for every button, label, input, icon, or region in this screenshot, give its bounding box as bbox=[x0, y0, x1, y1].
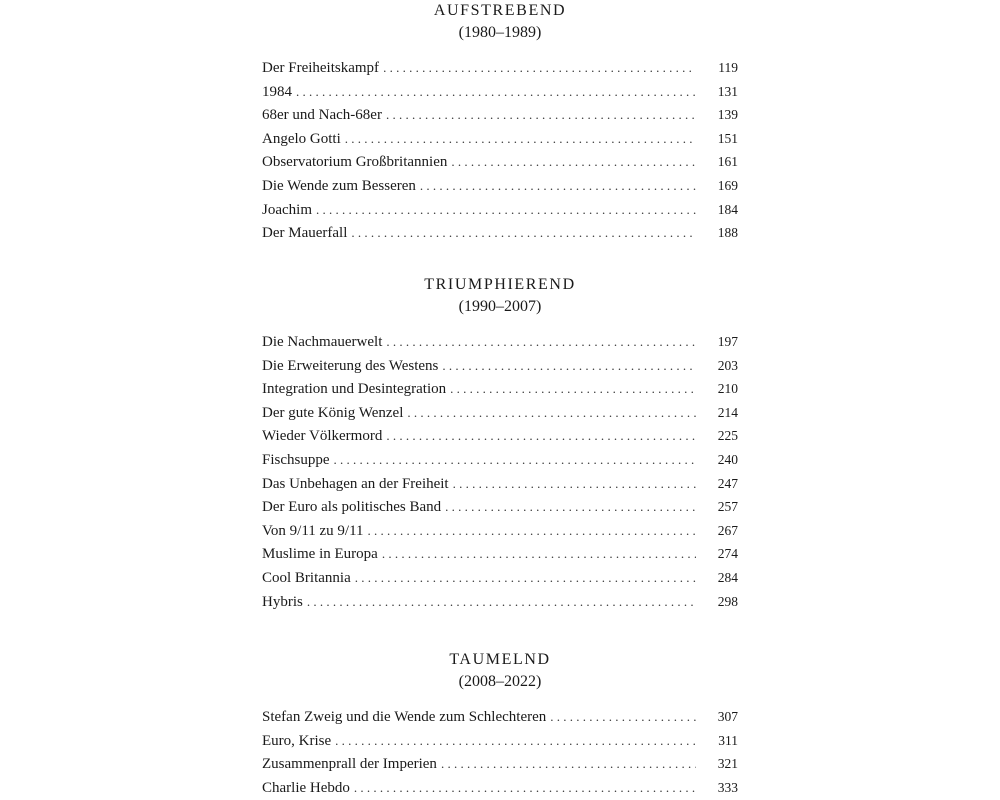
toc-entry[interactable] bbox=[262, 103, 738, 127]
toc-entry-title: Die Nachmauerwelt bbox=[262, 334, 383, 350]
dot-leader bbox=[420, 174, 696, 198]
section-title: AUFSTREBEND bbox=[433, 2, 567, 19]
toc-entry-title: Das Unbehagen an der Freiheit bbox=[262, 475, 449, 492]
toc-entry[interactable] bbox=[262, 56, 738, 80]
toc-entry[interactable] bbox=[262, 776, 738, 800]
dot-leader bbox=[334, 448, 697, 472]
toc-entry-title: 1984 bbox=[262, 83, 292, 100]
dot-leader bbox=[316, 198, 696, 222]
toc-entry[interactable] bbox=[262, 448, 738, 472]
toc-entry-page-number: 184 bbox=[717, 201, 738, 217]
dot-leader bbox=[354, 776, 696, 800]
section-years: (2008–2022) bbox=[458, 673, 542, 690]
toc-entry-page-number: 267 bbox=[717, 522, 738, 538]
dot-leader bbox=[345, 127, 696, 151]
toc-entry-title: Die Erweiterung des Westens bbox=[262, 357, 439, 374]
toc-entry-title: Integration und Desintegration bbox=[262, 381, 447, 398]
toc-entry-title: Euro, Krise bbox=[262, 732, 332, 749]
dot-leader bbox=[296, 80, 696, 104]
toc-entry[interactable] bbox=[262, 354, 738, 378]
toc-entry-page-number: 247 bbox=[717, 475, 738, 491]
toc-entry[interactable] bbox=[262, 377, 738, 401]
toc-entry-page-number: 225 bbox=[717, 428, 738, 444]
toc-entry-title: Joachim bbox=[262, 201, 312, 218]
section-years: (1980–1989) bbox=[458, 24, 542, 41]
dot-leader bbox=[386, 103, 696, 127]
dot-leader bbox=[453, 472, 696, 496]
toc-entry-title: Muslime in Europa bbox=[262, 546, 378, 563]
toc-entry-page-number: 197 bbox=[717, 334, 738, 349]
dot-leader bbox=[383, 56, 696, 80]
toc-entry[interactable] bbox=[262, 729, 738, 753]
dot-leader bbox=[407, 401, 696, 425]
toc-entry[interactable] bbox=[262, 705, 738, 729]
toc-entry-title: Der Euro als politisches Band bbox=[262, 499, 442, 516]
toc-entry[interactable] bbox=[262, 221, 738, 245]
dot-leader bbox=[307, 590, 696, 614]
entry-list bbox=[262, 56, 738, 245]
toc-entry-page-number: 210 bbox=[717, 381, 738, 397]
toc-entry-page-number: 257 bbox=[717, 499, 738, 515]
toc-entry-page-number: 240 bbox=[717, 451, 738, 467]
toc-entry-title: Der gute König Wenzel bbox=[262, 404, 404, 421]
toc-entry-page-number: 284 bbox=[717, 569, 738, 585]
toc-entry-title: Cool Britannia bbox=[262, 569, 351, 586]
toc-entry[interactable] bbox=[262, 198, 738, 222]
toc-entry-title: Angelo Gotti bbox=[262, 130, 341, 147]
toc-entry-title: Fischsuppe bbox=[262, 451, 330, 468]
toc-section-aufstrebend bbox=[262, 0, 738, 245]
toc-entry-title: Zusammenprall der Imperien bbox=[262, 756, 437, 773]
entry-list bbox=[262, 705, 738, 799]
toc-entry[interactable] bbox=[262, 424, 738, 448]
toc-entry-title: Der Mauerfall bbox=[262, 225, 348, 242]
toc-entry-title: Der Freiheitskampf bbox=[262, 60, 380, 76]
dot-leader bbox=[368, 519, 696, 543]
toc-entry-title: Stefan Zweig und die Wende zum Schlechteren bbox=[262, 709, 547, 725]
toc-entry-title: Die Wende zum Besseren bbox=[262, 177, 416, 194]
dot-leader bbox=[451, 150, 696, 174]
dot-leader bbox=[386, 330, 696, 354]
toc-entry-title: Observatorium Großbritannien bbox=[262, 154, 448, 171]
dot-leader bbox=[386, 424, 696, 448]
toc-entry-page-number: 298 bbox=[717, 593, 738, 609]
toc-entry-page-number: 321 bbox=[717, 756, 738, 772]
toc-entry[interactable] bbox=[262, 542, 738, 566]
toc-entry-page-number: 131 bbox=[717, 83, 738, 99]
toc-entry-page-number: 151 bbox=[717, 130, 738, 146]
section-title: TAUMELND bbox=[449, 651, 551, 668]
toc-entry-title: Wieder Völkermord bbox=[262, 428, 383, 445]
dot-leader bbox=[445, 495, 696, 519]
toc-entry-page-number: 333 bbox=[717, 779, 738, 795]
toc-section-taumelnd bbox=[262, 649, 738, 799]
toc-entry[interactable] bbox=[262, 401, 738, 425]
toc-entry[interactable] bbox=[262, 174, 738, 198]
toc-entry-title: Hybris bbox=[262, 593, 303, 610]
toc-entry[interactable] bbox=[262, 80, 738, 104]
toc-entry-page-number: 214 bbox=[717, 404, 738, 420]
dot-leader bbox=[355, 566, 696, 590]
toc-entry[interactable] bbox=[262, 590, 738, 614]
dot-leader bbox=[550, 705, 696, 729]
section-title: TRIUMPHIEREND bbox=[424, 276, 576, 293]
dot-leader bbox=[442, 354, 696, 378]
toc-entry[interactable] bbox=[262, 150, 738, 174]
section-years: (1990–2007) bbox=[458, 298, 542, 315]
dot-leader bbox=[382, 542, 696, 566]
toc-entry-page-number: 311 bbox=[718, 732, 738, 748]
dot-leader bbox=[335, 729, 696, 753]
toc-entry-page-number: 274 bbox=[717, 546, 738, 562]
toc-entry-title: Von 9/11 zu 9/11 bbox=[262, 522, 364, 539]
toc-entry[interactable] bbox=[262, 519, 738, 543]
toc-entry-page-number: 307 bbox=[717, 709, 738, 724]
toc-entry[interactable] bbox=[262, 472, 738, 496]
dot-leader bbox=[450, 377, 696, 401]
toc-section-triumphierend bbox=[262, 274, 738, 613]
toc-entry-page-number: 119 bbox=[718, 60, 738, 75]
toc-entry-page-number: 203 bbox=[717, 357, 738, 373]
toc-entry-title: 68er und Nach-68er bbox=[262, 107, 382, 124]
toc-entry-title: Charlie Hebdo bbox=[262, 779, 350, 796]
entry-list bbox=[262, 330, 738, 613]
toc-entry-page-number: 169 bbox=[717, 177, 738, 193]
toc-entry-page-number: 188 bbox=[717, 225, 738, 241]
dot-leader bbox=[351, 221, 696, 245]
toc-entry[interactable] bbox=[262, 127, 738, 151]
dot-leader bbox=[441, 752, 696, 776]
toc-entry-page-number: 139 bbox=[717, 107, 738, 123]
toc-entry-page-number: 161 bbox=[717, 154, 738, 170]
toc-entry[interactable] bbox=[262, 495, 738, 519]
toc-entry[interactable] bbox=[262, 752, 738, 776]
toc-entry[interactable] bbox=[262, 330, 738, 354]
toc-entry[interactable] bbox=[262, 566, 738, 590]
